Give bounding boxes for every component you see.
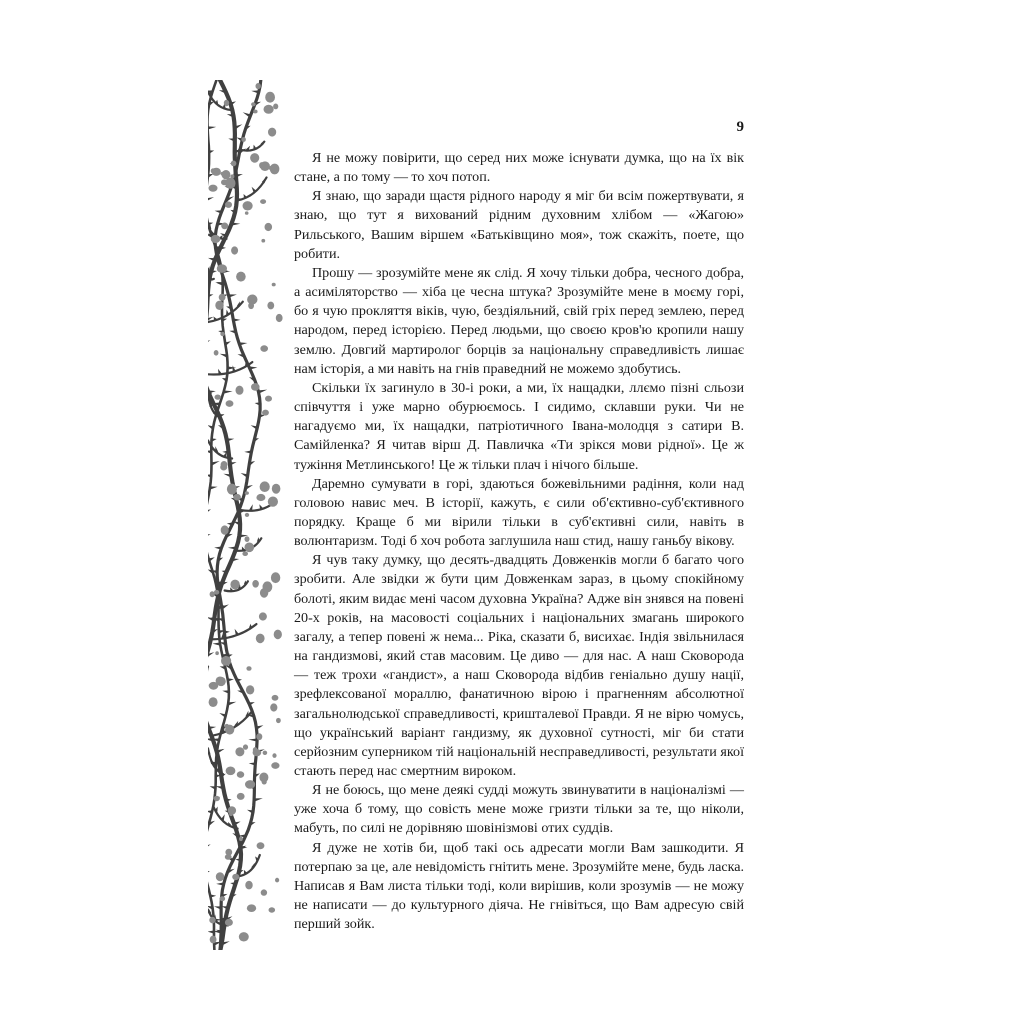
paragraph: Я не боюсь, що мене деякі судді можуть звинуватити в націоналізмі — уже хоча б тому, що совість мене може гризти тільки за те, що ніколи, мабуть, по силі не дорівняю шовінізмові отих суддів. bbox=[294, 782, 744, 837]
page-number: 9 bbox=[736, 119, 744, 135]
paragraph: Я не можу повірити, що серед них може існувати думка, що на їх вік стане, а по тому — то хоч потоп. bbox=[294, 150, 744, 186]
paragraph: Скільки їх загинуло в 30-і роки, а ми, їх нащадки, ллємо пізні сльози співчуття і уже марно обурюємось. І сидимо, склавши руки. Чи не нагадуємо ми, їх нащадки, патріотичного Івана-молодця з сатири В. Самійленка? Я читав вірш Д. Павличка «Ти зрікся мови рідної». Це ж тужіння Метлинського! Це ж тільки плач і нічого більше. bbox=[294, 379, 744, 473]
paragraph: Я дуже не хотів би, щоб такі ось адресати могли Вам зашкодити. Я потерпаю за це, але невідомість гнітить мене. Зрозумійте мене, будь ласка. Написав я Вам листа тільки тоді, коли вирішив, коли зрозумів — не можу не написати — до культурного діяча. Не гнівіться, що Вам адресую свій перший зойк. bbox=[294, 839, 744, 933]
paragraph: Я знаю, що заради щастя рідного народу я міг би всім пожертвувати, я знаю, що тут я вихований рідним духовним хлібом — «Жагою» Рильського, Вашим віршем «Батьківщино моя», тож скажіть, поете, що робити. bbox=[294, 188, 744, 262]
paragraph: Я чув таку думку, що десять-двадцять Довженків могли б багато чого зробити. Але звідки ж бути цим Довженкам зараз, в цьому спокійному болоті, яким видає мені часом духовна Україна? Адже він знявся на повені 20-х років, на масовості соціальних і національних змагань широкого загалу, а тепер повені ж нема... Ріка, сказати б, висихає. Індія звільнилася на гандизмові, який став масовим. Це диво — для нас. А наш Сковорода — теж трохи «гандист», а наш Сковорода відбив геніально душу нації, зрефлексованої мораллю, фанатичною вірою і прагненням абсолютної загальнолюдської справедливості, кришталевої Правди. Я не вірю чомусь, що український варіант гандизму, як духовної сутності, міг би стати серйозним суперником тій національній несправедливості, результати якої стають перед нас смертним вироком. bbox=[294, 552, 744, 779]
paragraph: Прошу — зрозумійте мене як слід. Я хочу тільки добра, чесного добра, а асиміляторство — хіба це чесна штука? Зрозумійте мене в моєму горі, бо я чую прокляття віків, чую, бездіяльний, свій гріх перед землею, перед народом, перед історією. Перед людьми, що своєю кров'ю кропили нашу землю. Довгий мартиролог борців за національну справедливість лишає нам історія, а ми навіть на гнів праведний не можемо здобутись. bbox=[294, 264, 744, 377]
paragraph: Даремно сумувати в горі, здаються божевільними радіння, коли над головою навис меч. В історії, кажуть, є сили об'єктивно-суб'єктивного порядку. Краще б ми вірили тільки в суб'єктивні сили, навіть в волюнтаризм. Тоді б хоч робота заглушила наш стид, нашу ганьбу вікову. bbox=[294, 475, 744, 550]
body-text bbox=[294, 149, 744, 934]
thorny-vine-ornament-icon bbox=[208, 80, 288, 950]
